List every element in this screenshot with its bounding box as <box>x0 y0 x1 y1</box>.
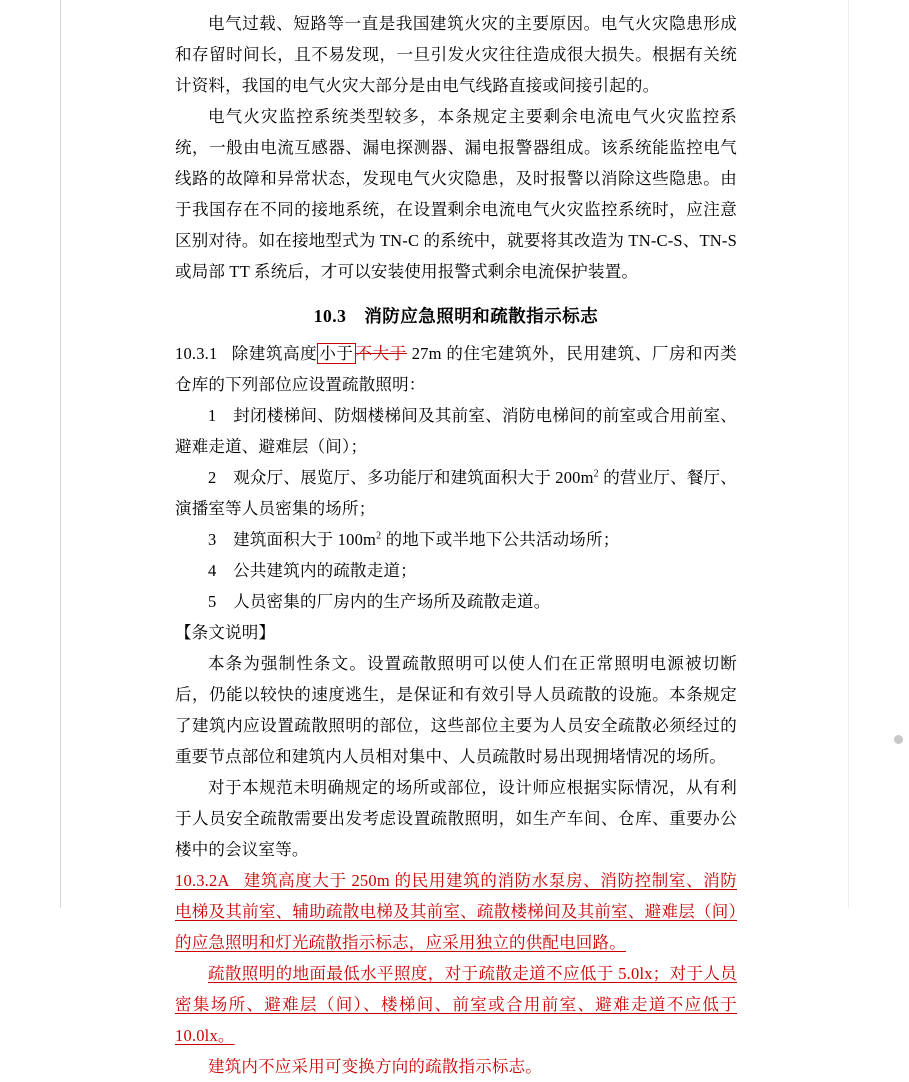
scroll-indicator[interactable] <box>894 735 903 744</box>
list-item-4: 4 公共建筑内的疏散走道； <box>208 561 417 580</box>
explanation-paragraph-1: 本条为强制性条文。设置疏散照明可以使人们在正常照明电源被切断后，仍能以较快的速度逃生，是保证和有效引导人员疏散的设施。本条规定了建筑内应设置疏散照明的部位，这些部位主要为人员安全疏散必须经过的重要节点部位和建筑内人员相对集中、人员疏散时易出现拥堵情况的场所。 <box>175 654 737 766</box>
explanation-paragraph-2: 对于本规范未明确规定的场所或部位，设计师应根据实际情况，从有利于人员安全疏散需要出发考虑设置疏散照明，如生产车间、仓库、重要办公楼中的会议室等。 <box>175 778 737 859</box>
deleted-text-box: 小于 <box>319 344 354 363</box>
left-margin-rule <box>60 0 61 908</box>
clause-10-3-2A-number: 10.3.2A <box>175 871 230 890</box>
clause-10-3-1-number: 10.3.1 <box>175 344 218 363</box>
right-margin-rule <box>848 0 849 908</box>
document-body <box>175 8 737 1082</box>
clause-10-3-1-lead-after: 27m 的住宅建筑外，民用建筑、厂房和丙类仓库的下列部位应设置疏散照明： <box>175 344 738 394</box>
explanation-title: 【条文说明】 <box>175 623 276 642</box>
clause-10-3-1 <box>175 338 737 400</box>
paragraph-electrical-overload: 电气过载、短路等一直是我国建筑火灾的主要原因。电气火灾隐患形成和存留时间长，且不易发现，一旦引发火灾往往造成很大损失。根据有关统计资料，我国的电气火灾大部分是由电气线路直接或间接引起的。 <box>175 14 737 95</box>
clause-10-3-2A <box>175 865 737 958</box>
list-item-1: 1 封闭楼梯间、防烟楼梯间及其前室、消防电梯间的前室或合用前室、避难走道、避难层（间）； <box>175 406 737 456</box>
paragraph-monitoring-system: 电气火灾监控系统类型较多，本条规定主要剩余电流电气火灾监控系统，一般由电流互感器、漏电探测器、漏电报警器组成。该系统能监控电气线路的故障和异常状态，发现电气火灾隐患，及时报警以消除这些隐患。由于我国存在不同的接地系统，在设置剩余电流电气火灾监控系统时，应注意区别对待。如在接地型式为 TN-C 的系统中，就要将其改造为 TN-C-S、TN-S 或局部 TT 系统后，才可以安装使用报警式剩余电流保护装置。 <box>175 107 737 281</box>
list-item-2: 2 观众厅、展览厅、多功能厅和建筑面积大于 $200m^2$ 的营业厅、餐厅、演播室等人员密集的场所； <box>175 468 737 518</box>
section-heading-number: 10.3 <box>313 306 347 326</box>
clause-10-3-2A-text: 建筑高度大于 250m 的民用建筑的消防水泵房、消防控制室、消防电梯及其前室、辅助疏散电梯及其前室、疏散楼梯间及其前室、避难层（间）的应急照明和灯光疏散指示标志，应采用独立的供配电回路。 <box>175 871 737 952</box>
list-item-5: 5 人员密集的厂房内的生产场所及疏散走道。 <box>208 592 551 611</box>
list-item-3: 3 建筑面积大于 $100m^2$ 的地下或半地下公共活动场所； <box>208 530 620 549</box>
struck-inserted-text: 不大于 <box>355 344 407 363</box>
red-paragraph-illuminance: 疏散照明的地面最低水平照度，对于疏散走道不应低于 5.0lx；对于人员密集场所、避难层（间）、楼梯间、前室或合用前室、避难走道不应低于 10.0lx。 <box>175 964 737 1045</box>
section-heading <box>175 303 737 328</box>
section-heading-title: 消防应急照明和疏散指示标志 <box>364 306 599 326</box>
red-paragraph-direction-sign: 建筑内不应采用可变换方向的疏散指示标志。 <box>208 1057 542 1076</box>
clause-10-3-1-lead-before: 除建筑高度 <box>231 344 318 363</box>
